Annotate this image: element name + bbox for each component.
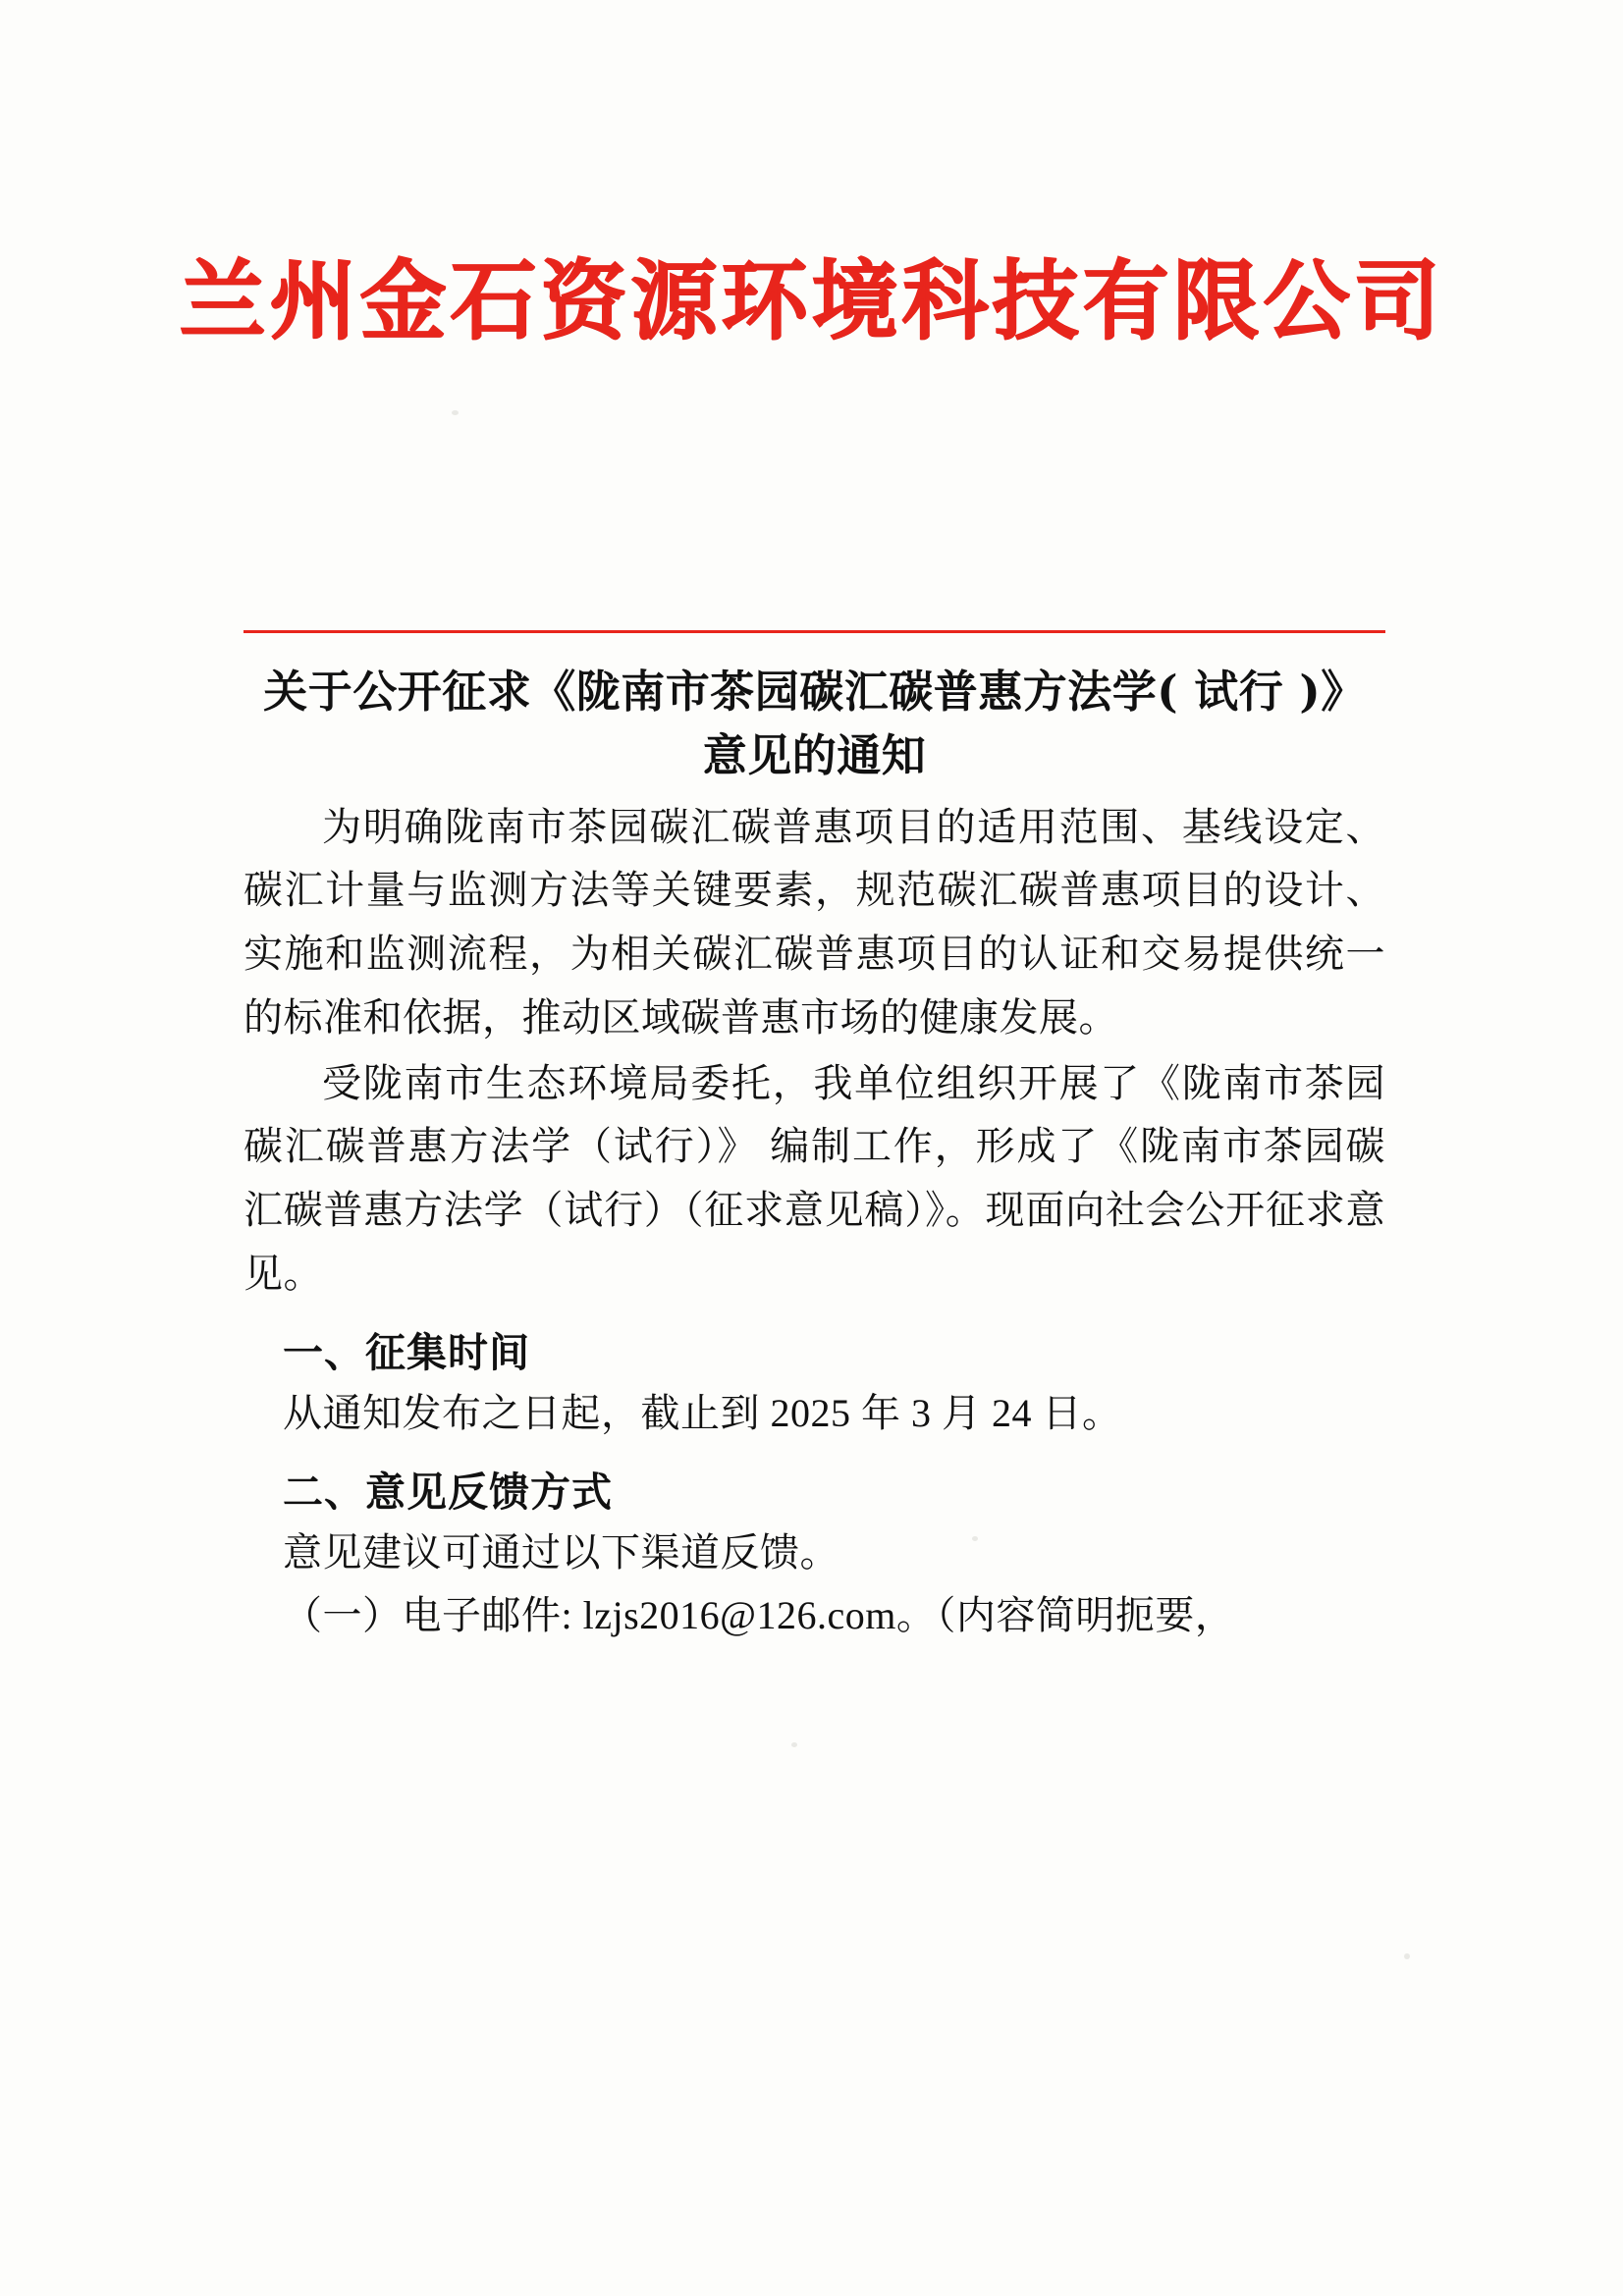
paragraph: 为明确陇南市茶园碳汇碳普惠项目的适用范围、基线设定、碳汇计量与监测方法等关键要素，规范碳汇碳普惠项目的设计、实施和监测流程，为相关碳汇碳普惠项目的认证和交易提供统一的标准和依据，推动区域碳普惠市场的健康发展。 — [243, 804, 1385, 1040]
page-title — [243, 660, 1385, 788]
feedback-channel-item: （一）电子邮件: lzjs2016@126.com。（内容简明扼要， — [283, 1593, 1235, 1638]
section-body-2: 意见建议可通过以下渠道反馈。 — [283, 1529, 839, 1575]
document-body — [243, 660, 1385, 1648]
page-title-line-2: 意见的通知 — [702, 729, 927, 782]
paragraph: 受陇南市生态环境局委托，我单位组织开展了《陇南市茶园碳汇碳普惠方法学（试行）》 编制工作，形成了《陇南市茶园碳汇碳普惠方法学（试行）（征求意见稿）》。现面向社会公开征求意见。 — [243, 1060, 1385, 1297]
section-heading-2: 二、意见反馈方式 — [283, 1468, 613, 1516]
company-name: 兰州金石资源环境科技有限公司 — [179, 249, 1444, 351]
page-title-line-1: 关于公开征求《陇南市茶园碳汇碳普惠方法学( 试行 )》 — [263, 666, 1366, 718]
letterhead — [0, 249, 1623, 351]
scan-speck — [1404, 1953, 1410, 1959]
section-body-1: 从通知发布之日起，截止到 2025 年 3 月 24 日。 — [283, 1390, 1122, 1435]
scan-speck — [452, 410, 459, 415]
section-heading-1: 一、征集时间 — [283, 1328, 530, 1376]
scan-speck — [791, 1742, 797, 1747]
letterhead-divider — [243, 630, 1385, 633]
